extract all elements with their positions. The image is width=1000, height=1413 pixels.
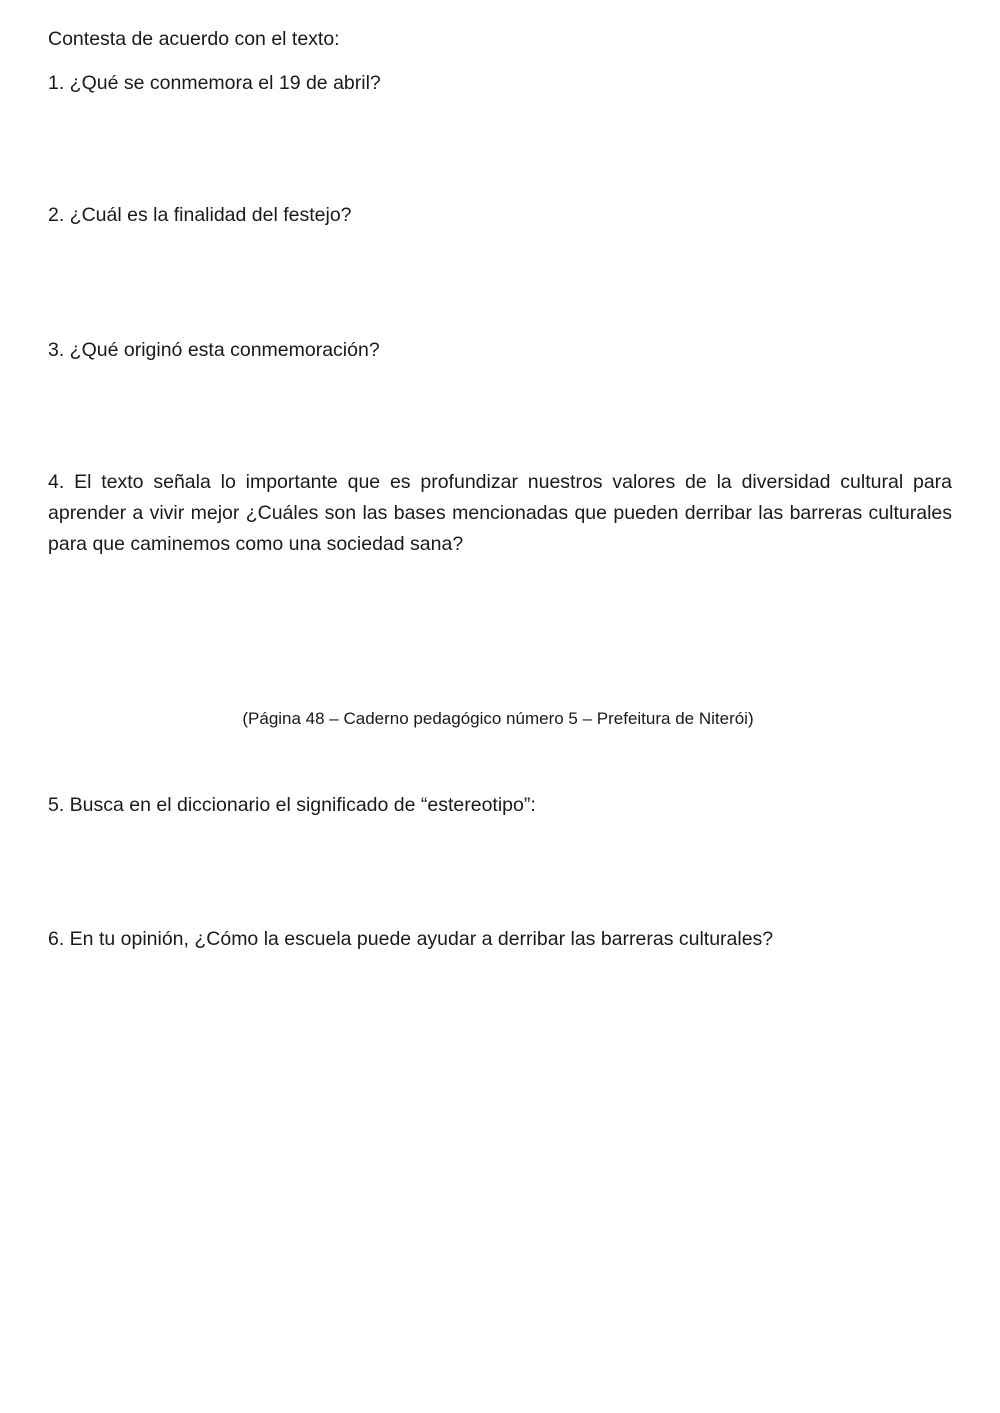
question-2: 2. ¿Cuál es la finalidad del festejo? bbox=[48, 204, 352, 226]
question-1: 1. ¿Qué se conmemora el 19 de abril? bbox=[48, 72, 381, 94]
question-5: 5. Busca en el diccionario el significado de “estereotipo”: bbox=[48, 794, 536, 816]
question-3: 3. ¿Qué originó esta conmemoración? bbox=[48, 339, 380, 361]
instruction-text: Contesta de acuerdo con el texto: bbox=[48, 28, 340, 50]
question-6: 6. En tu opinión, ¿Cómo la escuela puede ayudar a derribar las barreras culturales? bbox=[48, 928, 774, 950]
source-citation: (Página 48 – Caderno pedagógico número 5 – Prefeitura de Niterói) bbox=[242, 709, 754, 728]
question-4: 4. El texto señala lo importante que es profundizar nuestros valores de la diversidad cultural para aprender a vivir mejor ¿Cuáles son las bases mencionadas que pueden derribar las barreras culturales para que caminemos como una sociedad sana? bbox=[48, 471, 952, 555]
